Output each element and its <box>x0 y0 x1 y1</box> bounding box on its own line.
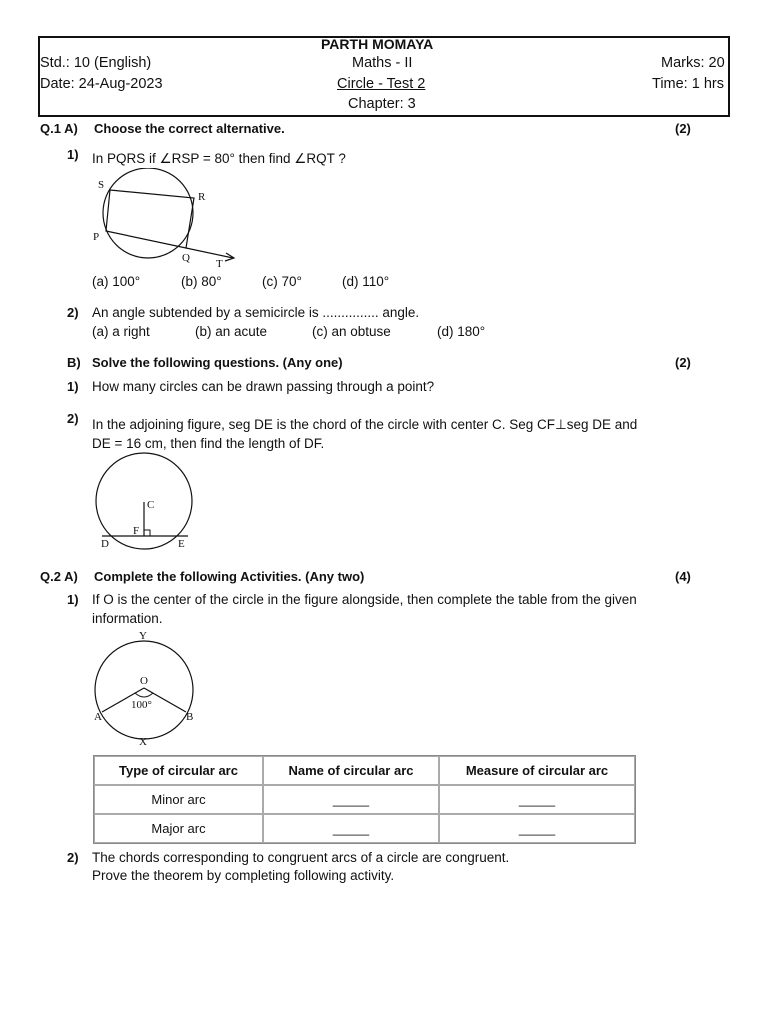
q1a-1-num: 1) <box>67 147 79 162</box>
q1a-2-option-d: (d) 180° <box>437 324 486 339</box>
q2a-1-num: 1) <box>67 592 79 607</box>
q1a-2-option-a: (a) a right <box>92 324 150 339</box>
cell-major-type: Major arc <box>94 814 263 843</box>
q2a-2-line1: The chords corresponding to congruent arcs of a circle are congruent. <box>92 850 510 865</box>
date: Date: 24-Aug-2023 <box>40 76 163 92</box>
q2a-title: Complete the following Activities. (Any two) <box>94 569 365 584</box>
label-o: O <box>140 675 148 687</box>
q1a-1-option-c: (c) 70° <box>262 274 302 289</box>
q1a-1-option-a: (a) 100° <box>92 274 141 289</box>
label-q: Q <box>182 252 190 264</box>
q2a-marks: (4) <box>675 569 691 584</box>
label-t: T <box>216 258 223 270</box>
label-c: C <box>147 499 155 511</box>
test-title: Circle - Test 2 <box>337 76 426 92</box>
label-x: X <box>139 736 147 748</box>
q1a-2-option-c: (c) an obtuse <box>312 324 391 339</box>
marks: Marks: 20 <box>661 55 725 71</box>
q1b-2-line1: In the adjoining figure, seg DE is the chord of the circle with center C. Seg CF⊥seg DE and <box>92 417 638 432</box>
q1a-2-text: An angle subtended by a semicircle is ............... angle. <box>92 305 420 320</box>
label-d: D <box>101 538 109 550</box>
chapter: Chapter: 3 <box>348 96 416 112</box>
q1b-label: B) <box>67 355 81 370</box>
cell-major-name: _____ <box>263 814 439 843</box>
label-b: B <box>186 711 194 723</box>
q2a-1-line1: If O is the center of the circle in the figure alongside, then complete the table from the given <box>92 592 637 607</box>
cell-minor-name: _____ <box>263 785 439 814</box>
cell-major-measure: _____ <box>439 814 635 843</box>
table-header-row <box>94 756 635 785</box>
q1a-2-option-b: (b) an acute <box>195 324 268 339</box>
q1a-title: Choose the correct alternative. <box>94 121 285 136</box>
q1b-1-text: How many circles can be drawn passing through a point? <box>92 379 435 394</box>
q1b-2-num: 2) <box>67 411 79 426</box>
label-f: F <box>133 525 140 537</box>
time: Time: 1 hrs <box>652 76 724 92</box>
q1b-title: Solve the following questions. (Any one) <box>92 355 343 370</box>
header-name: Name of circular arc <box>263 756 439 785</box>
q1a-2-num: 2) <box>67 305 79 320</box>
standard: Std.: 10 (English) <box>40 55 152 71</box>
q1a-1-option-b: (b) 80° <box>181 274 222 289</box>
arc-table <box>93 755 636 844</box>
cell-minor-type: Minor arc <box>94 785 263 814</box>
q2a-2-line2: Prove the theorem by completing following activity. <box>92 868 395 883</box>
label-r: R <box>198 191 206 203</box>
label-e: E <box>178 538 185 550</box>
table-row <box>94 785 635 814</box>
central-angle-figure <box>88 628 206 750</box>
table-row <box>94 814 635 843</box>
q1a-label: Q.1 A) <box>40 121 78 136</box>
q2a-1-line2: information. <box>92 611 163 626</box>
header-measure: Measure of circular arc <box>439 756 635 785</box>
header-type: Type of circular arc <box>94 756 263 785</box>
q1a-marks: (2) <box>675 121 691 136</box>
q1b-1-num: 1) <box>67 379 79 394</box>
label-angle-100: 100° <box>131 699 152 711</box>
q2a-2-num: 2) <box>67 850 79 865</box>
label-s: S <box>98 179 105 191</box>
q1b-marks: (2) <box>675 355 691 370</box>
subject: Maths - II <box>352 55 413 71</box>
q1a-1-text: In PQRS if ∠RSP = 80° then find ∠RQT ? <box>92 151 346 166</box>
q1a-1-option-d: (d) 110° <box>342 274 390 289</box>
label-a: A <box>94 711 102 723</box>
cell-minor-measure: _____ <box>439 785 635 814</box>
cyclic-quadrilateral-figure <box>88 168 248 272</box>
chord-circle-figure <box>90 452 202 552</box>
author-name: PARTH MOMAYA <box>321 36 434 52</box>
label-p: P <box>93 231 100 243</box>
label-y: Y <box>139 630 147 642</box>
q1b-2-line2: DE = 16 cm, then find the length of DF. <box>92 436 325 451</box>
q2a-label: Q.2 A) <box>40 569 78 584</box>
